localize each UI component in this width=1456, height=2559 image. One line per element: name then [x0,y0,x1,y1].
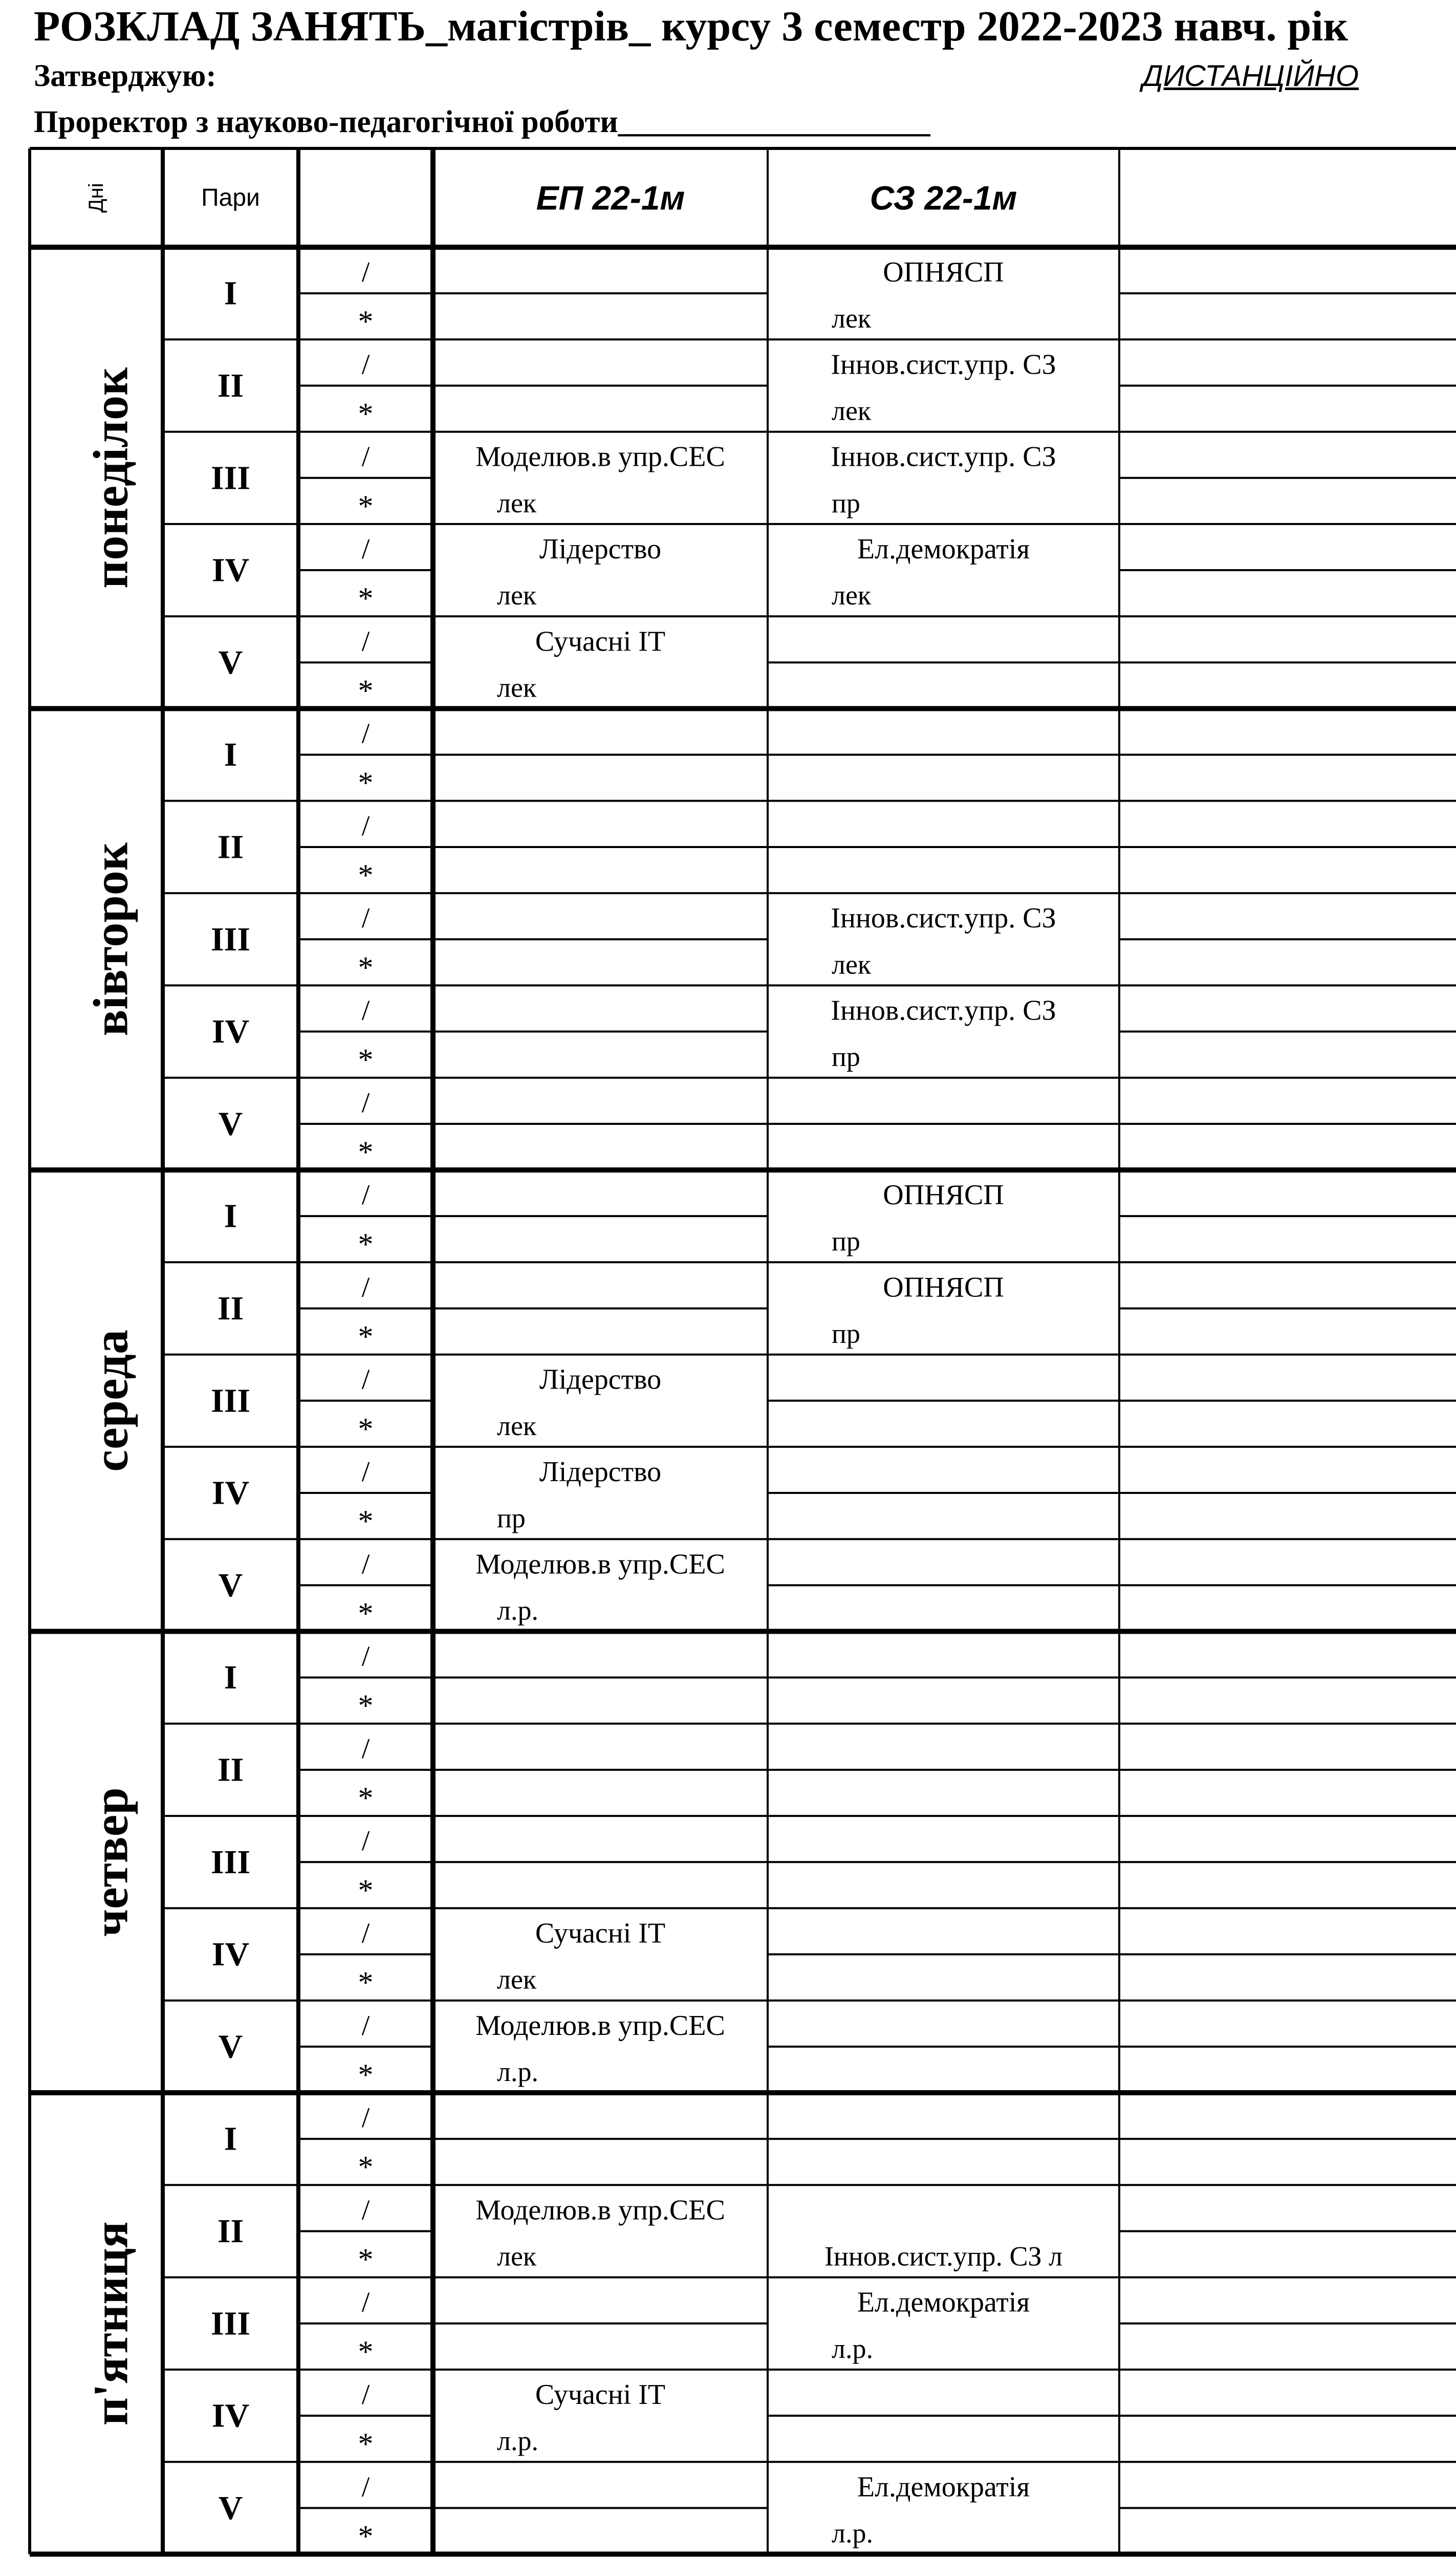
week-mark-numerator: / [361,2102,370,2134]
lesson-title: ОПНЯСП [883,256,1004,289]
lesson-title: Моделюв.в упр.СЕС [475,2009,725,2042]
week-mark-denominator: * [358,1965,374,2000]
week-mark-denominator: * [358,397,374,431]
week-mark-numerator: / [361,718,370,750]
week-mark-denominator: * [358,950,374,985]
lesson-type: Іннов.сист.упр. СЗ л [824,2241,1063,2272]
week-mark-denominator: * [358,2334,374,2369]
lesson-type: л.р. [497,2425,538,2457]
week-mark-numerator: / [361,256,370,289]
week-mark-numerator: / [361,810,370,842]
pair-label: II [217,2212,244,2250]
week-mark-denominator: * [358,1873,374,1907]
pair-label: I [224,736,237,774]
day-name: понеділок [83,367,138,589]
lesson-title: Моделюв.в упр.СЕС [475,441,725,473]
week-mark-numerator: / [361,2194,370,2226]
lesson-type: лек [832,303,872,334]
day-name: середа [83,1329,138,1472]
week-mark-denominator: * [358,1596,374,1631]
pair-label: II [217,366,244,404]
week-mark-denominator: * [358,305,374,339]
lesson-type: л.р. [497,2056,538,2087]
week-mark-numerator: / [361,349,370,381]
lesson-type: пр [832,1226,860,1257]
lesson-type: лек [497,672,537,703]
lesson-title: Іннов.сист.упр. СЗ [831,349,1056,381]
pair-label: IV [211,551,250,589]
week-mark-numerator: / [361,994,370,1027]
page-title: РОЗКЛАД ЗАНЯТЬ_магістрів_ курсу 3 семестр 2022-2023 навч. рік [34,3,1348,50]
week-mark-denominator: * [358,2150,374,2184]
study-mode-label: ДИСТАНЦІЙНО [1142,59,1359,93]
week-mark-denominator: * [358,2427,374,2461]
lesson-title: ОПНЯСП [883,1271,1004,1304]
week-mark-denominator: * [358,581,374,616]
pair-label: I [224,1659,237,1697]
lesson-type: л.р. [832,2333,873,2364]
week-mark-denominator: * [358,1412,374,1446]
week-mark-denominator: * [358,2242,374,2276]
week-mark-denominator: * [358,1781,374,1815]
lesson-title: Ел.демократія [857,2286,1030,2318]
week-mark-numerator: / [361,1825,370,1857]
week-mark-denominator: * [358,1319,374,1354]
lesson-title: ОПНЯСП [883,1179,1004,1211]
week-mark-numerator: / [361,2009,370,2042]
lesson-title: Іннов.сист.упр. СЗ [831,994,1056,1027]
week-mark-numerator: / [361,1179,370,1211]
lesson-type: л.р. [497,1595,538,1626]
week-mark-numerator: / [361,1456,370,1488]
pair-label: III [210,1382,251,1420]
lesson-title: Лідерство [539,1456,662,1488]
pair-label: III [210,920,251,958]
pair-label: V [218,1105,243,1143]
week-mark-numerator: / [361,1087,370,1119]
week-mark-denominator: * [358,766,374,800]
lesson-type: лек [497,580,537,611]
header-group-sz: СЗ 22-1м [870,179,1017,217]
week-mark-numerator: / [361,902,370,935]
day-name: п'ятниця [83,2221,138,2426]
week-mark-denominator: * [358,1135,374,1169]
header-days: Дні [85,183,107,213]
lesson-title: Лідерство [539,533,662,565]
pair-label: III [210,1843,251,1881]
week-mark-numerator: / [361,1363,370,1396]
week-mark-denominator: * [358,674,374,708]
week-mark-denominator: * [358,1043,374,1077]
lesson-type: пр [832,1041,860,1072]
week-mark-numerator: / [361,441,370,473]
lesson-type: лек [832,395,872,426]
week-mark-numerator: / [361,2378,370,2411]
header-pairs: Пари [201,184,260,211]
week-mark-numerator: / [361,1640,370,1673]
pair-label: I [224,1197,237,1235]
lesson-title: Ел.демократія [857,533,1030,565]
lesson-title: Іннов.сист.упр. СЗ [831,441,1056,473]
week-mark-denominator: * [358,1504,374,1538]
lesson-title: Сучасні ІТ [535,625,666,658]
week-mark-numerator: / [361,2471,370,2503]
pair-label: I [224,2120,237,2158]
week-mark-numerator: / [361,2286,370,2318]
pair-label: II [217,828,244,866]
week-mark-numerator: / [361,533,370,565]
week-mark-denominator: * [358,858,374,893]
week-mark-denominator: * [358,489,374,523]
week-mark-numerator: / [361,1548,370,1580]
pair-label: V [218,2489,243,2527]
lesson-title: Сучасні ІТ [535,1917,666,1949]
pair-label: V [218,643,243,681]
lesson-type: лек [832,949,872,980]
lesson-type: лек [497,1964,537,1995]
lesson-type: пр [832,1318,860,1349]
lesson-title: Моделюв.в упр.СЕС [475,1548,725,1580]
week-mark-denominator: * [358,1227,374,1262]
lesson-title: Ел.демократія [857,2471,1030,2503]
pair-label: II [217,1289,244,1327]
header-group-ep: ЕП 22-1м [536,179,685,217]
lesson-type: пр [497,1503,526,1534]
week-mark-numerator: / [361,1917,370,1949]
week-mark-numerator: / [361,625,370,658]
pair-label: III [210,459,251,497]
week-mark-denominator: * [358,2057,374,2092]
pair-label: I [224,274,237,312]
day-name: четвер [83,1787,138,1937]
lesson-type: лек [497,2241,537,2272]
day-name: вівторок [83,842,138,1036]
lesson-type: пр [832,487,860,518]
pair-label: IV [211,2397,250,2435]
week-mark-numerator: / [361,1732,370,1765]
lesson-title: Іннов.сист.упр. СЗ [831,902,1056,935]
pair-label: IV [211,1474,250,1512]
week-mark-denominator: * [358,2519,374,2553]
pair-label: V [218,2028,243,2066]
lesson-type: лек [832,580,872,611]
lesson-type: лек [497,487,537,518]
week-mark-numerator: / [361,1271,370,1304]
pair-label: IV [211,1013,250,1051]
pair-label: III [210,2305,251,2343]
lesson-title: Лідерство [539,1363,662,1396]
lesson-type: лек [497,1410,537,1441]
pair-label: IV [211,1936,250,1974]
lesson-title: Сучасні ІТ [535,2378,666,2411]
prorector-signature-line: Проректор з науково-педагогічної роботи____________________ [34,105,930,139]
approval-label: Затверджую: [34,59,216,93]
pair-label: II [217,1751,244,1789]
week-mark-denominator: * [358,1688,374,1723]
pair-label: V [218,1566,243,1604]
lesson-type: л.р. [832,2518,873,2549]
lesson-title: Моделюв.в упр.СЕС [475,2194,725,2226]
